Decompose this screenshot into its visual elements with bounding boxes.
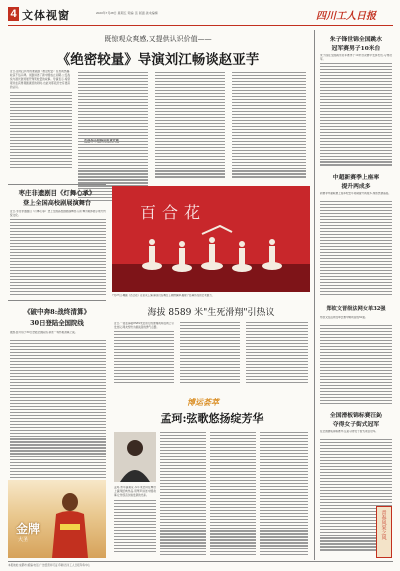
sidebar-4-body: 在全国滑板锦标赛中,汪鈊夺得女子街式项目冠军。 [320,430,378,433]
feature-col2 [180,322,240,385]
left-story-rule [8,184,106,185]
lead-body-col1 [10,92,72,170]
footer-rule [8,561,393,562]
story3-body: 据悉,影片将于30日登陆全国院线,讲述一场终极清算之战。 [10,331,78,334]
sidebar-4-headline: 全国滑板锦标赛汪鈊 [329,413,383,419]
feature-col3 [246,322,308,385]
story2-subline: 登上全国高校剧展演舞台 [22,200,92,207]
story3-headline: 《破中奔8:战终清算》 [23,308,91,316]
interview-col3 [210,432,256,557]
footer-text: 本报地址:成都市 邮编 电话 广告经营许可证 印刷:四川工人日报印务中心 [8,564,91,567]
interview-headline: 孟珂:弦歌悠扬绽芳华 [160,412,264,425]
poster-subtitle: 大圣 [18,537,29,543]
story2-body: 近日,枣庄非遗剧目《灯舞心承》登上全国高校剧展演舞台,以灯舞为载体展示地方传统文化。 [10,210,106,217]
date-line: 2023年7月28日 星期五 责编: 张 版面 美术编辑 [96,11,158,15]
interview-col2 [160,432,206,557]
photo-caption: 7月27日,舞剧《百合花》在重庆上演,演员们在舞台上倾情演绎,展现了经典作品的艺术魅力。 [112,294,215,297]
portrait-figure [114,432,156,482]
sidebar-divider [314,30,315,560]
sidebar-3-body: 郑钦文在法网女单比赛中顺利晋级32强。 [320,316,368,319]
sidebar-3-lines [320,325,392,406]
story2-body-lines [10,219,106,297]
poster-athlete-figure [8,480,106,558]
story3-rule [8,300,106,301]
lead-headline: 《绝密较量》导演刘江畅谈赵亚芋 [56,52,260,68]
sidebar-1-lines [320,63,392,167]
feature-col1 [114,331,174,385]
page-number: 4 [10,8,17,20]
interview-col4 [260,432,308,557]
poster-title: 金牌 [16,522,41,536]
vertical-banner-text: 青春风采之风 [380,510,387,540]
sidebar-4-subline: 夺得女子街式冠军 [332,422,380,428]
story3-body-lines [10,340,106,480]
lead-body: 近日,由刘江执导的谍战剧《绝密较量》在央视热播,收获不俗口碑。该剧讲述了新中国成立初期,公安战线与潜伏敌特展开殊死较量的故事。导演表示,希望观众在获得观剧爽感的同时,也能对那段历史有更深的认识。 [10,70,70,89]
sidebar-2-headline: 中超新赛季上座率 [332,175,380,181]
portrait-photo [114,432,156,482]
stage-photo [112,186,310,292]
section-title: 文体视窗 [22,9,70,22]
vertical-banner [376,506,392,558]
lead-body-col3 [155,72,225,179]
sidebar-1-subline: 冠军赛男子10米台 [331,46,381,52]
movie-poster [8,480,106,558]
stage-backdrop-text: 百合花 [140,203,207,222]
interview-col1 [114,500,156,554]
sidebar-2-body: 新赛季中超联赛上座率较去年同期提升两成多,球迷热情高涨。 [320,192,391,195]
feature-headline: 海拔 8589 米"生死滑翔"引热议 [147,308,275,318]
sidebar-1-body: 朱子锋在全国跳水冠军赛男子10米台决赛中发挥出色,夺得冠军。 [320,54,392,61]
column-logo [168,390,238,407]
sidebar-2-lines [320,201,392,297]
sidebar-1-headline: 朱子锋世锦全国跳水 [329,37,383,43]
page-header [8,5,393,27]
header-rule [8,25,393,26]
lead-kicker: 既惊观众爽感,又提供认识价值—— [104,35,212,43]
lead-body-col4 [232,72,306,179]
sidebar-3-headline: 郑钦文晋级法网女单32强 [326,306,386,312]
page-number-badge [8,7,19,21]
interview-body: 孟珂,青年演奏家,多年来坚持在舞台上演绎经典作品,用琴声讲述中国故事,让传统音乐焕发新的光彩。 [114,486,156,497]
masthead: 四川工人日报 [316,11,376,22]
feature-body: 近日,一段在海拔8589米处进行的滑翔视频在网上引发热议,网友纷纷为挑战者的勇气点赞。 [114,322,174,329]
story2-headline: 枣庄非遗剧目《灯舞心承》 [18,189,96,197]
story3-subline: 30日登陆全国院线 [30,319,84,327]
sidebar-2-subline: 提升两成多 [341,184,371,190]
column-logo-text: 博运荟萃 [187,398,219,407]
